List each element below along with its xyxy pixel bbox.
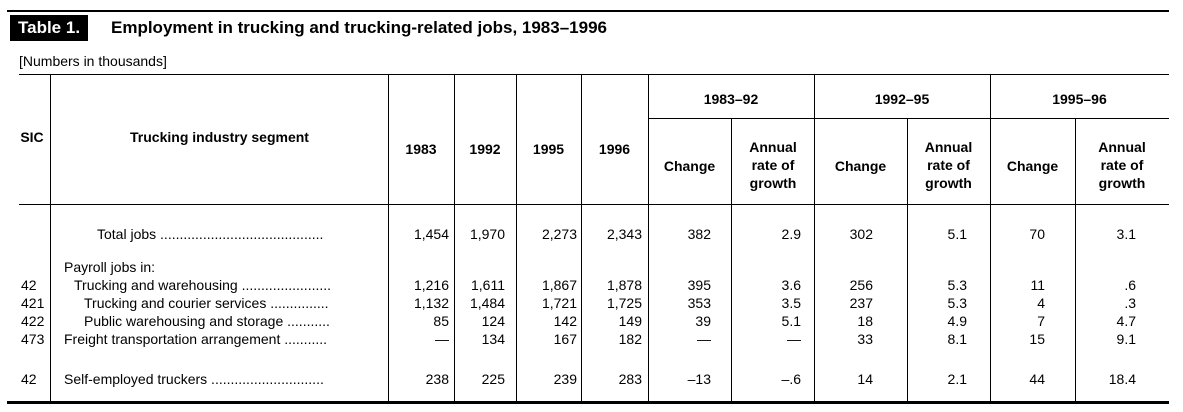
value-cell: 1,454 [413,226,449,242]
header-annual-rate: Annual rate of growth [1098,139,1146,191]
row-label: Trucking and warehousing ....................... [74,277,332,293]
rule-under-note [19,74,1169,75]
header-annual-rate: Annual rate of growth [924,139,973,191]
value-cell: — [787,331,801,347]
value-cell: 70 [1029,226,1045,242]
header-year: 1992 [469,141,501,157]
value-cell: 382 [687,226,711,242]
value-cell: 1,484 [469,295,505,311]
value-cell: 18 [857,313,873,329]
table-label: Table 1. [10,15,88,41]
value-cell: 142 [553,313,577,329]
value-cell: 2,273 [541,226,577,242]
value-cell: –13 [687,371,711,387]
value-cell: 3.1 [1116,226,1136,242]
col-divider [731,118,732,401]
rule-under-headers [19,204,1169,205]
value-cell: 395 [687,277,711,293]
rule-under-periods [648,118,1169,119]
value-cell: 1,867 [541,277,577,293]
sic-cell: 42 [21,371,37,387]
value-cell: 5.3 [947,277,967,293]
row-label: Self-employed truckers ............................. [64,371,324,387]
value-cell: — [435,331,449,347]
value-cell: 1,611 [471,277,505,293]
value-cell: .3 [1124,295,1136,311]
header-year: 1995 [532,141,565,157]
header-annual-rate: Annual rate of growth [749,139,797,191]
value-cell: 14 [857,371,873,387]
value-cell: –.6 [781,371,801,387]
value-cell: 1,725 [606,295,642,311]
value-cell: 2.1 [947,371,967,387]
value-cell: 4 [1037,295,1045,311]
value-cell: 1,132 [413,295,449,311]
value-cell: 134 [481,331,505,347]
value-cell: 2,343 [606,226,642,242]
value-cell: 33 [857,331,873,347]
sic-cell: 473 [21,331,45,347]
value-cell: 9.1 [1116,331,1136,347]
value-cell: 225 [481,371,505,387]
table-title: Employment in trucking and trucking-related jobs, 1983–1996 [111,18,607,37]
value-cell: 15 [1029,331,1045,347]
sic-cell: 421 [21,295,45,311]
value-cell: 124 [481,313,505,329]
header-year: 1996 [598,141,631,157]
header-change: Change [663,158,716,174]
row-label: Public warehousing and storage ........... [84,313,330,329]
value-cell: 237 [849,295,873,311]
payroll-label: Payroll jobs in: [64,259,156,275]
value-cell: 1,878 [606,277,642,293]
value-cell: 85 [433,313,449,329]
value-cell: 283 [618,371,642,387]
value-cell: 353 [687,295,711,311]
sic-cell: 42 [21,277,37,293]
value-cell: 167 [553,331,577,347]
value-cell: 239 [553,371,577,387]
table-frame [7,10,1169,404]
value-cell: 8.1 [947,331,967,347]
value-cell: 238 [425,371,449,387]
bottom-rule [7,401,1169,404]
value-cell: 11 [1030,277,1045,293]
value-cell: .6 [1124,277,1136,293]
value-cell: 1,721 [541,295,577,311]
value-cell: 302 [849,226,873,242]
value-cell: 5.3 [947,295,967,311]
value-cell: 5.1 [781,313,801,329]
value-cell: 149 [618,313,642,329]
value-cell: 3.6 [781,277,801,293]
value-cell: 39 [695,313,711,329]
row-label: Freight transportation arrangement ........... [64,331,328,347]
sic-cell: 422 [21,313,45,329]
value-cell: 182 [618,331,642,347]
value-cell: 4.7 [1116,313,1136,329]
value-cell: 44 [1029,371,1045,387]
header-change: Change [1006,158,1059,174]
value-cell: 1,216 [413,277,449,293]
value-cell: 4.9 [947,313,967,329]
header-change: Change [834,158,887,174]
value-cell: 7 [1037,313,1045,329]
value-cell: — [697,331,711,347]
value-cell: 3.5 [781,295,801,311]
header-sic: SIC [20,129,44,145]
table-note: [Numbers in thousands] [19,53,167,69]
value-cell: 18.4 [1108,371,1136,387]
row-label: Trucking and courier services ............... [84,295,329,311]
header-segment: Trucking industry segment [130,129,309,145]
top-rule [7,10,1169,12]
header-year: 1983 [405,141,437,157]
col-divider [50,74,51,401]
value-cell: 2.9 [781,226,801,242]
value-cell: 256 [849,277,873,293]
value-cell: 1,970 [469,226,505,242]
header-period: 1995–96 [1052,91,1107,107]
value-cell: 5.1 [947,226,967,242]
header-period: 1992–95 [874,91,930,107]
total-row-label: Total jobs .......................................... [97,226,324,242]
header-period: 1983–92 [703,91,759,107]
